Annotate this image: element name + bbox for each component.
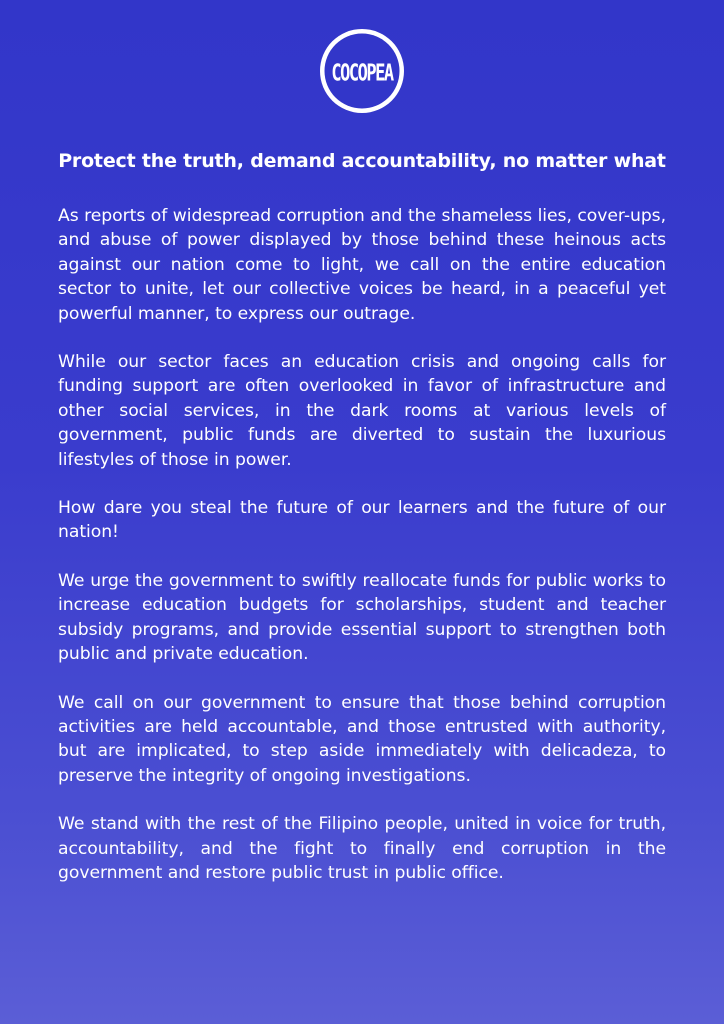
statement-body xyxy=(58,204,666,909)
paragraph-2: While our sector faces an education crisis and ongoing calls for funding support are often overlooked in favor of infrastructure and other social services, in the dark rooms at various levels of government, public funds are diverted to sustain the luxurious lifestyles of those in power. xyxy=(58,352,666,470)
paragraph-5: We call on our government to ensure that those behind corruption activities are held accountable, and those entrusted with authority, but are implicated, to step aside immediately with delicadeza, to preserve the integrity of ongoing investigations. xyxy=(58,692,666,786)
paragraph-6: We stand with the rest of the Filipino people, united in voice for truth, accountability, and the fight to finally end corruption in the government and restore public trust in public office. xyxy=(58,814,666,883)
cocopea-logo xyxy=(319,28,405,114)
paragraph-3: How dare you steal the future of our learners and the future of our nation! xyxy=(58,498,666,543)
paragraph-1: As reports of widespread corruption and the shameless lies, cover-ups, and abuse of power displayed by those behind these heinous acts against our nation come to light, we call on the entire education sector to unite, let our collective voices be heard, in a peaceful yet powerful manner, to express our outrage. xyxy=(58,206,666,324)
page-title: Protect the truth, demand accountability, no matter what xyxy=(58,150,666,172)
logo-text: COCOPEA xyxy=(331,58,393,87)
cocopea-logo-icon xyxy=(319,28,405,114)
paragraph-4: We urge the government to swiftly reallocate funds for public works to increase education budgets for scholarships, student and teacher subsidy programs, and provide essential support to strengthen both public and private education. xyxy=(58,570,666,665)
